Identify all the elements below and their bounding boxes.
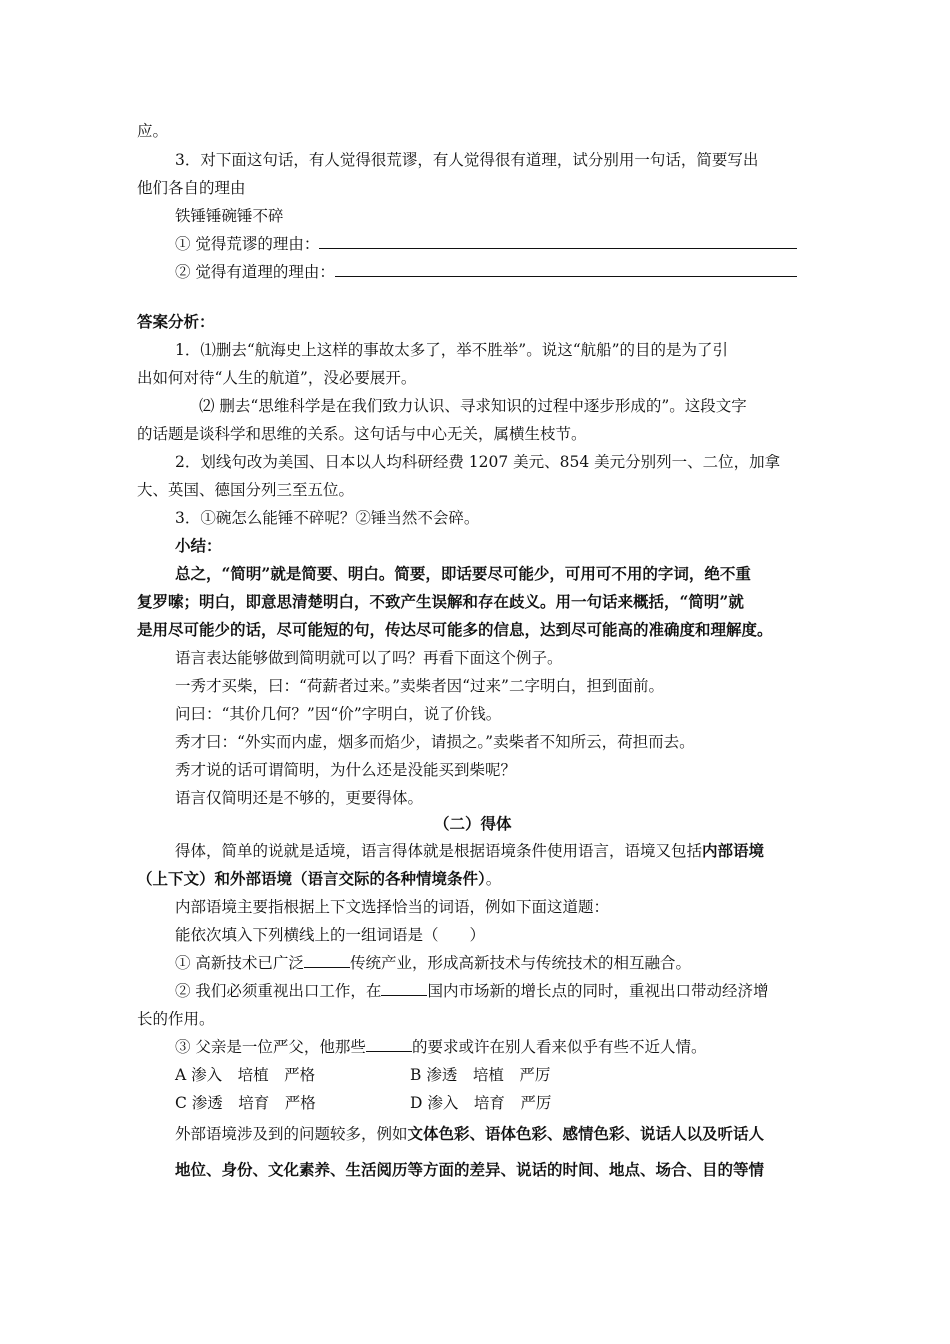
item-text: ② 我们必须重视出口工作，在 [175, 982, 382, 1000]
answer-prompt-2: ② 觉得有道理的理由： [175, 263, 335, 281]
answer-blank-line-2 [175, 262, 797, 282]
question-item-2-cont: 长的作用。 [137, 1010, 215, 1028]
bold-term: 文体色彩、语体色彩、感情色彩、说话人以及听话人 [407, 1124, 765, 1143]
analysis-line: ⑵ 删去“思维科学是在我们致力认识、寻求知识的过程中逐步形成的”。这段文字 [199, 397, 747, 415]
analysis-line: 3．①碗怎么能锤不碎呢？②锤当然不会碎。 [175, 509, 480, 527]
paragraph-line [175, 841, 764, 861]
fill-blank[interactable] [366, 1037, 412, 1052]
example-line: 秀才说的话可谓简明，为什么还是没能买到柴呢？ [175, 761, 517, 779]
paragraph-text: 。 [485, 870, 502, 888]
question-item-3 [175, 1037, 706, 1057]
summary-line: 总之，“简明”就是简要、明白。简要，即话要尽可能少，可用可不用的字词，绝不重 [175, 564, 751, 583]
item-text: 国内市场新的增长点的同时，重视出口带动经济增 [427, 982, 769, 1000]
section-heading: （二）得体 [434, 814, 512, 833]
analysis-line: 出如何对待“人生的航道”，没必要展开。 [137, 369, 417, 387]
item-text: 的要求或许在别人看来似乎有些不近人情。 [411, 1038, 707, 1056]
answer-blank-1[interactable] [319, 234, 797, 249]
bold-term: （上下文）和外部语境（语言交际的各种情境条件） [137, 869, 486, 888]
question-stem: 能依次填入下列横线上的一组词语是（ ） [175, 926, 486, 944]
analysis-line: 1．⑴删去“航海史上这样的事故太多了，举不胜举”。说这“航船”的目的是为了引 [175, 341, 729, 359]
item-text: ① 高新技术已广泛 [175, 954, 304, 972]
answer-blank-line-1 [175, 234, 797, 254]
paragraph-line: 内部语境主要指根据上下文选择恰当的词语，例如下面这道题： [175, 898, 610, 916]
analysis-line: 大、英国、德国分列三至五位。 [137, 481, 355, 499]
question-item-1 [175, 953, 691, 973]
paragraph-text: 得体，简单的说就是适境，语言得体就是根据语境条件使用语言，语境又包括 [175, 842, 703, 860]
paragraph-line: 地位、身份、文化素养、生活阅历等方面的差异、说话的时间、地点、场合、目的等情 [175, 1160, 765, 1179]
question-3-line: 3．对下面这句话，有人觉得很荒谬，有人觉得很有道理，试分别用一句话，简要写出 [175, 151, 759, 169]
item-text: 传统产业，形成高新技术与传统技术的相互融合。 [349, 954, 691, 972]
summary-line: 是用尽可能少的话，尽可能短的句，传达尽可能多的信息，达到尽可能高的准确度和理解度。 [137, 620, 773, 639]
example-line: 语言表达能够做到简明就可以了吗？再看下面这个例子。 [175, 649, 563, 667]
summary-heading: 小结： [175, 536, 222, 555]
question-3-sentence: 铁锤锤碗锤不碎 [175, 207, 284, 225]
analysis-line: 2．划线句改为美国、日本以人均科研经费 1207 美元、854 美元分别列一、二位，加拿 [175, 453, 781, 471]
item-text: ③ 父亲是一位严父，他那些 [175, 1038, 366, 1056]
bold-term: 内部语境 [702, 841, 765, 860]
answer-blank-2[interactable] [335, 262, 797, 277]
option-c[interactable]: C 渗透 培育 严格 [175, 1094, 316, 1112]
example-line: 一秀才买柴，曰：“荷薪者过来。”卖柴者因“过来”二字明白，担到面前。 [175, 677, 664, 695]
option-d[interactable]: D 渗入 培育 严厉 [410, 1094, 552, 1112]
summary-line: 复罗嗦；明白，即意思清楚明白，不致产生误解和存在歧义。用一句话来概括，“简明”就 [137, 592, 744, 611]
answer-analysis-heading: 答案分析： [137, 312, 215, 331]
answer-prompt-1: ① 觉得荒谬的理由： [175, 235, 320, 253]
text-line: 应。 [137, 122, 169, 140]
paragraph-line [137, 869, 501, 889]
fill-blank[interactable] [304, 953, 350, 968]
question-3-line: 他们各自的理由 [137, 179, 246, 197]
paragraph-line [175, 1124, 764, 1144]
option-a[interactable]: A 渗入 培植 严格 [175, 1066, 316, 1084]
analysis-line: 的话题是谈科学和思维的关系。这句话与中心无关，属横生枝节。 [137, 425, 587, 443]
question-item-2 [175, 981, 768, 1001]
paragraph-text: 外部语境涉及到的问题较多，例如 [175, 1125, 408, 1143]
fill-blank[interactable] [381, 981, 427, 996]
example-line: 问曰：“其价几何？”因“价”字明白，说了价钱。 [175, 705, 502, 723]
example-line: 语言仅简明还是不够的，更要得体。 [175, 789, 424, 807]
option-b[interactable]: B 渗透 培植 严厉 [410, 1066, 551, 1084]
example-line: 秀才曰：“外实而内虚，烟多而焰少，请损之。”卖柴者不知所云，荷担而去。 [175, 733, 695, 751]
